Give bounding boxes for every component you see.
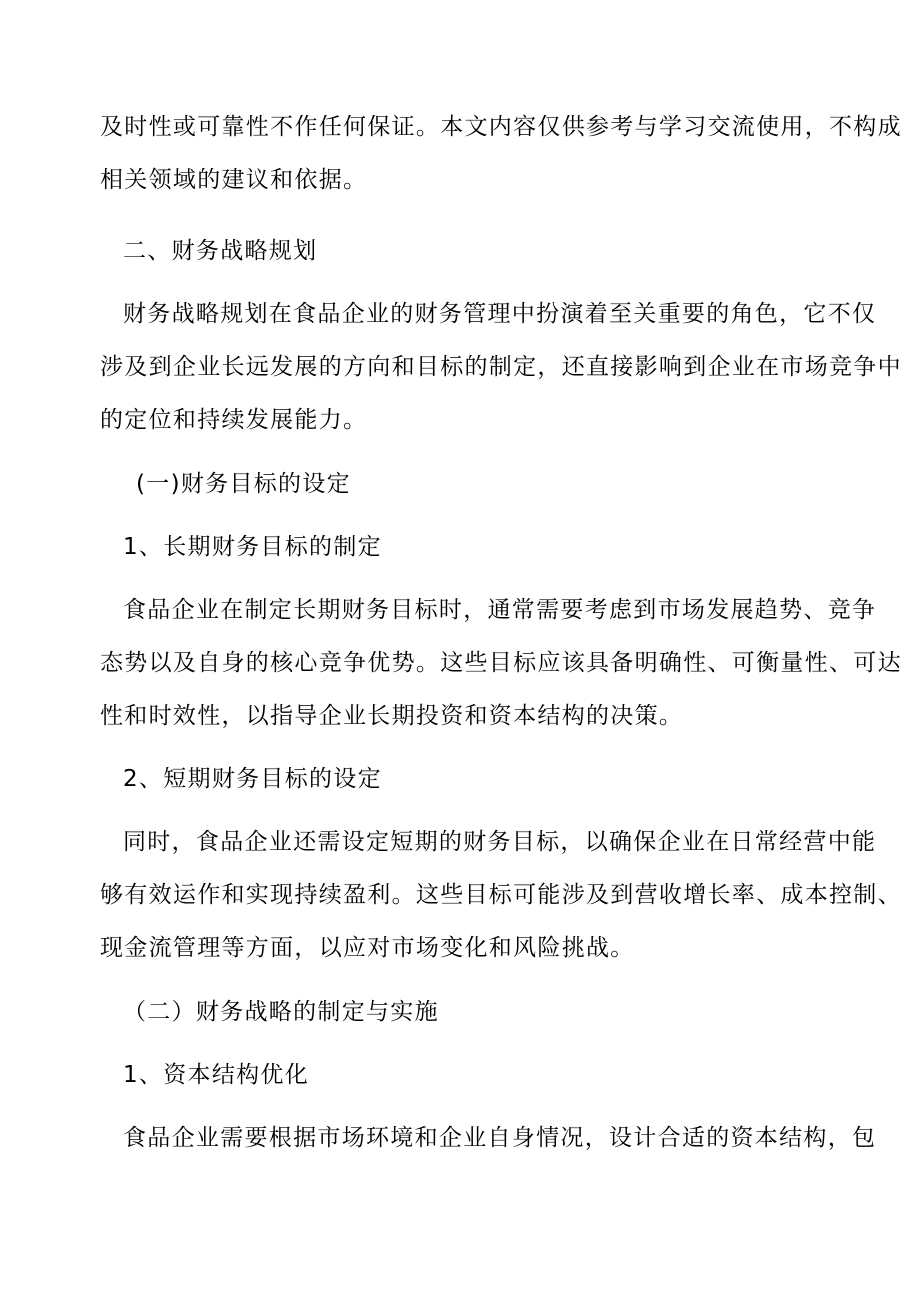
item-heading: 1、长期财务目标的制定 [123,534,382,560]
paragraph-line: 现金流管理等方面，以应对市场变化和风险挑战。 [100,935,635,961]
paragraph-line: 同时，食品企业还需设定短期的财务目标，以确保企业在日常经营中能 [123,829,877,855]
paragraph-line: 食品企业在制定长期财务目标时，通常需要考虑到市场发展趋势、竞争 [123,597,877,623]
subsection-heading: （二）财务战略的制定与实施 [123,999,439,1025]
section-heading: 二、财务战略规划 [123,238,318,264]
paragraph-line: 财务战略规划在食品企业的财务管理中扮演着至关重要的角色，它不仅 [123,301,877,327]
item-heading: 1、资本结构优化 [123,1062,310,1088]
paragraph-line: 相关领域的建议和依据。 [100,167,368,193]
paragraph-line: 的定位和持续发展能力。 [100,407,368,433]
paragraph-line: 食品企业需要根据市场环境和企业自身情况，设计合适的资本结构，包 [123,1125,877,1151]
paragraph-line: 性和时效性，以指导企业长期投资和资本结构的决策。 [100,703,684,729]
paragraph-line: 涉及到企业长远发展的方向和目标的制定，还直接影响到企业在市场竞争中 [100,354,902,380]
item-heading: 2、短期财务目标的设定 [123,766,382,792]
paragraph-line: 及时性或可靠性不作任何保证。本文内容仅供参考与学习交流使用，不构成 [100,114,902,140]
subsection-heading: (一)财务目标的设定 [136,471,351,497]
paragraph-line: 够有效运作和实现持续盈利。这些目标可能涉及到营收增长率、成本控制、 [100,882,902,908]
paragraph-line: 态势以及自身的核心竞争优势。这些目标应该具备明确性、可衡量性、可达 [100,650,902,676]
